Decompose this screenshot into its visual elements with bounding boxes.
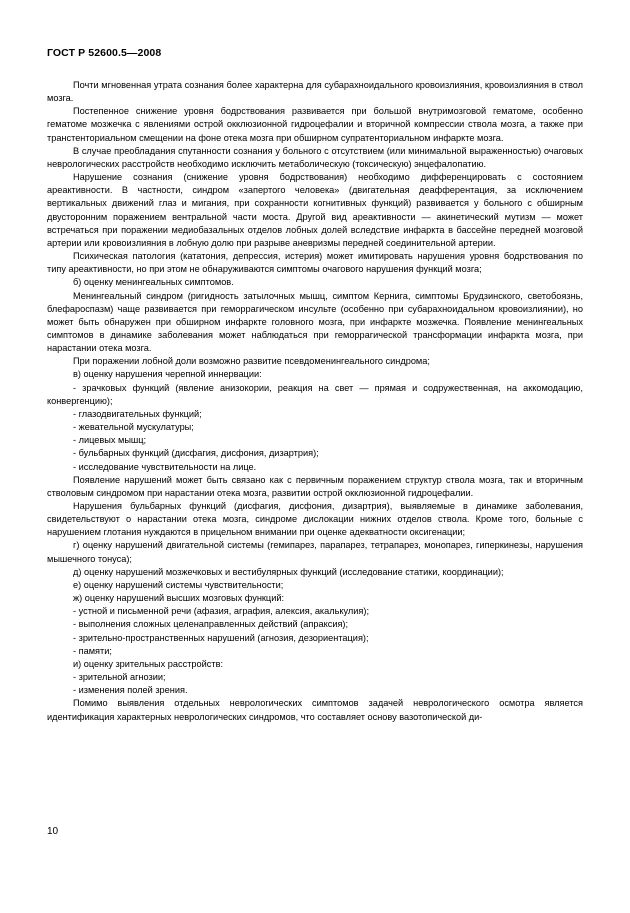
list-item: ж) оценку нарушений высших мозговых функций:	[73, 593, 285, 604]
paragraph: При поражении лобной доли возможно развитие псевдоменингеального синдрома;	[73, 356, 430, 367]
list-item: - жевательной мускулатуры;	[73, 422, 194, 433]
paragraph: Помимо выявления отдельных неврологических симптомов задачей неврологического осмотра является идентификация характерных неврологических синдромов, что составляет основу вазотопической ди-	[47, 698, 583, 722]
paragraph: Нарушение сознания (снижение уровня бодрствования) необходимо дифференцировать с состоянием ареактивности. В частности, синдром «запертого человека» (двигательная деафферентация, за исключением вертикальных движений глаз и мигания, при сохранности когнитивных функций) развивается у больного с обширным двусторонним поражением вентральной части моста. Другой вид ареактивности — акинетический мутизм — может встречаться при поражении медиобазальных отделов лобных долей вследствие инфаркта в бассейне передней мозговой артерии или кровоизлияния в лобную долю при разрыве аневризмы передней соединительной артерии.	[47, 172, 583, 248]
list-item: - зрительно-пространственных нарушений (агнозия, дезориентация);	[73, 632, 369, 643]
list-item: - исследование чувствительности на лице.	[73, 461, 257, 472]
paragraph: Нарушения бульбарных функций (дисфагия, дисфония, дизартрия), выявляемые в динамике заболевания, свидетельствуют о нарастании отека мозга, синдроме дислокации нижних отделов ствола. Кроме того, больные с нарушением глотания нуждаются в прицельном внимании при оценке адекватности оксигенации;	[47, 501, 583, 538]
list-item: - глазодвигательных функций;	[73, 408, 202, 419]
list-item: - устной и письменной речи (афазия, аграфия, алексия, акалькулия);	[73, 606, 370, 617]
list-item: д) оценку нарушений мозжечковых и вестибулярных функций (исследование статики, координации);	[73, 566, 504, 577]
paragraph: Психическая патология (кататония, депрессия, истерия) может имитировать нарушения уровня бодрствования по типу ареактивности, но при этом не обнаруживаются симптомы очагового нарушения функций мозга;	[47, 251, 583, 275]
paragraph: Появление нарушений может быть связано как с первичным поражением структур ствола мозга, так и вторичным стволовым синдромом при нарастании отека мозга, развитии острой окклюзионной гидроцефалии.	[47, 474, 583, 498]
standard-code-header: ГОСТ Р 52600.5—2008	[47, 47, 162, 59]
paragraph: В случае преобладания спутанности сознания у больного с отсутствием (или минимальной выраженностью) очаговых неврологических расстройств необходимо исключить метаболическую (токсическую) энцефалопатию.	[47, 145, 583, 169]
list-item: - бульбарных функций (дисфагия, дисфония, дизартрия);	[73, 448, 319, 459]
list-item: - зрачковых функций (явление анизокории, реакция на свет — прямая и содружественная, на аккомодацию, конвергенцию);	[47, 382, 583, 406]
list-item: - лицевых мышц;	[73, 435, 147, 446]
paragraph: Почти мгновенная утрата сознания более характерна для субарахноидального кровоизлияния, кровоизлияния в ствол мозга.	[47, 80, 583, 104]
list-item: - памяти;	[73, 645, 112, 656]
list-item: и) оценку зрительных расстройств:	[73, 658, 224, 669]
paragraph: Постепенное снижение уровня бодрствования развивается при большой внутримозговой гематоме, особенно гематоме мозжечка с явлениями острой окклюзионной гидроцефалии и вторичной компрессии ствола мозга, а также при транстенториальном смещении на фоне отека мозга при обширном супратенториальном инфаркте мозга.	[47, 106, 583, 143]
list-item: г) оценку нарушений двигательной системы (гемипарез, парапарез, тетрапарез, монопарез, гиперкинезы, нарушения мышечного тонуса);	[47, 540, 583, 564]
body-text	[47, 79, 583, 724]
list-item: - зрительной агнозии;	[73, 672, 166, 683]
paragraph: Менингеальный синдром (ригидность затылочных мышц, симптом Кернига, симптомы Брудзинского, светобоязнь, блефароспазм) чаще развивается при геморрагическом инсульте (особенно при субарахноидальном кровоизлиянии), но может быть обнаружен при обширном инфаркте головного мозга, при инфаркте мозжечка. Появление менингеальных симптомов в динамике заболевания может наблюдаться при геморрагической трансформации инфаркта мозга, при нарастании отека мозга.	[47, 290, 583, 354]
page-number: 10	[47, 826, 59, 837]
list-item: б) оценку менингеальных симптомов.	[73, 277, 234, 288]
list-item: е) оценку нарушений системы чувствительности;	[73, 579, 284, 590]
list-item: в) оценку нарушения черепной иннервации:	[73, 369, 262, 380]
list-item: - изменения полей зрения.	[73, 685, 188, 696]
list-item: - выполнения сложных целенаправленных действий (апраксия);	[73, 619, 349, 630]
